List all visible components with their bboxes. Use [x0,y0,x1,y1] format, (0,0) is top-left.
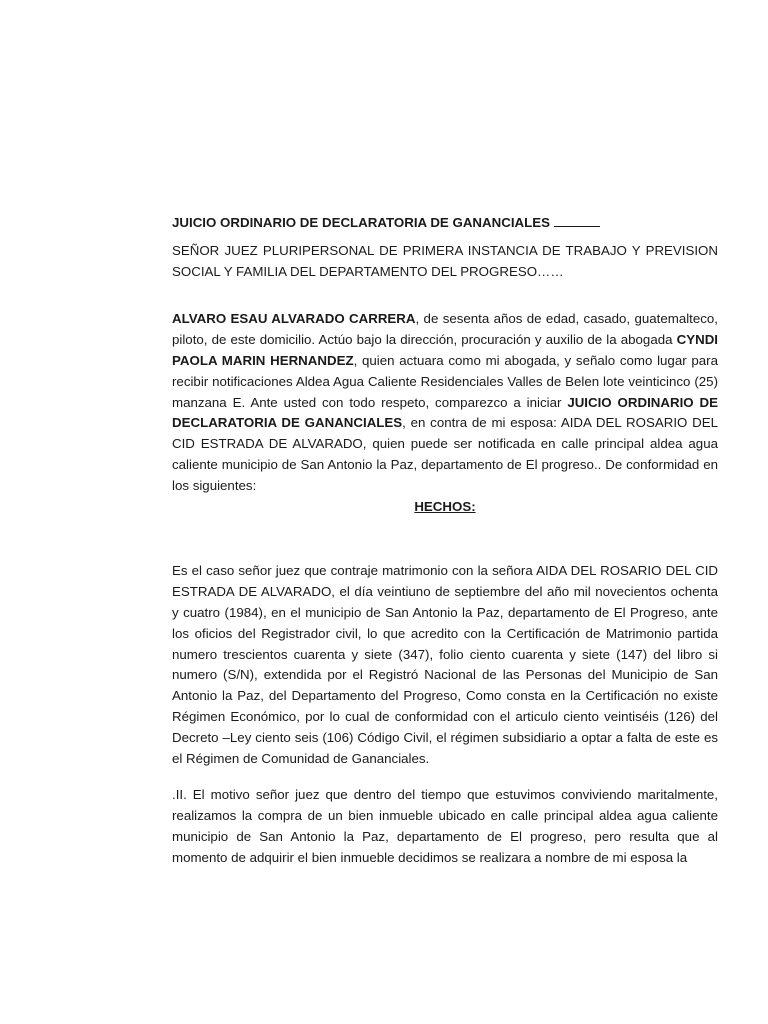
intro-paragraph [172,309,718,496]
plaintiff-name: ALVARO ESAU ALVARADO CARRERA [172,311,416,327]
addressee-paragraph: SEÑOR JUEZ PLURIPERSONAL DE PRIMERA INSTANCIA DE TRABAJO Y PREVISION SOCIAL Y FAMILIA DEL DEPARTAMENTO DEL PROGRESO…… [172,242,718,279]
title-underline-blank [554,214,600,227]
section-title-hechos: HECHOS: [414,498,476,514]
fact-paragraph-2: .II. El motivo señor juez que dentro del tiempo que estuvimos conviviendo maritalmente, realizamos la compra de un bien inmueble ubicado en calle principal aldea agua caliente municipio de San Antonio la Paz, departamento de El progreso, pero resulta que al momento de adquirir el bien inmueble decidimos se realizara a nombre de mi esposa la [172,787,718,865]
document-title [172,213,718,234]
intro-text-2: , quien actuara como mi abogada, y señalo como lugar para recibir notificaciones Aldea Agua Caliente Residenciales Valles de Belen lote veinticinco (25) manzana E. Ante usted con todo respeto, comparezco a iniciar [172,352,718,410]
lawyer-name: CYNDI PAOLA MARIN HERNANDEZ [172,332,718,368]
document-page [172,213,718,869]
intro-text-3: , en contra de mi esposa: AIDA DEL ROSARIO DEL CID ESTRADA DE ALVARADO, quien puede ser notificada en calle principal aldea agua caliente municipio de San Antonio la Paz, departamento de El progreso.. De conformidad en los siguientes: [172,415,718,493]
case-type: JUICIO ORDINARIO DE DECLARATORIA DE GANANCIALES [172,394,718,431]
fact-paragraph-1: Es el caso señor juez que contraje matrimonio con la señora AIDA DEL ROSARIO DEL CID ESTRADA DE ALVARADO, el día veintiuno de septiembre del año mil novecientos ochenta y cuatro (1984), en el municipio de San Antonio la Paz, departamento de El Progreso, ante los oficios del Registrador civil, lo que acredito con la Certificación de Matrimonio partida numero trescientos cuarenta y siete (347), folio ciento cuarenta y siete (147) del libro si numero (S/N), extendida por el Registró Nacional de las Personas del Municipio de San Antonio la Paz, del Departamento del Progreso, Como consta en la Certificación no existe Régimen Económico, por lo cual de conformidad con el articulo ciento veintiséis (126) del Decreto –Ley ciento seis (106) Código Civil, el régimen subsidiario a optar a falta de este es el Régimen de Comunidad de Gananciales. [172,563,718,766]
document-title-text: JUICIO ORDINARIO DE DECLARATORIA DE GANANCIALES [172,215,550,230]
intro-text-1: , de sesenta años de edad, casado, guatemalteco, piloto, de este domicilio. Actúo bajo la dirección, procuración y auxilio de la abogada [172,311,718,348]
